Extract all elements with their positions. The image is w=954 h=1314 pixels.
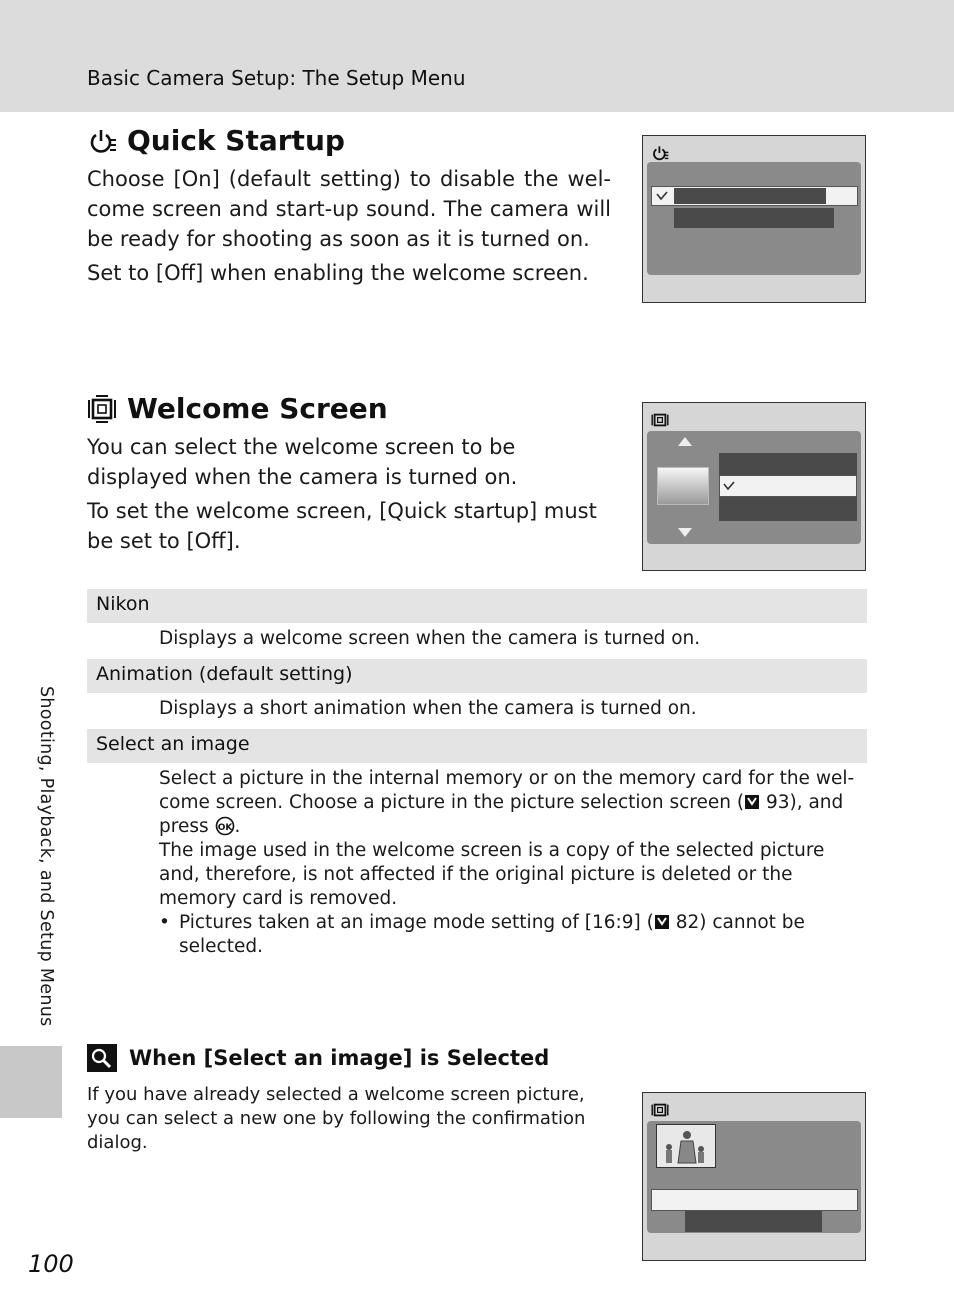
welcome-screen-para1: You can select the welcome screen to be displayed when the camera is turned on. [87, 435, 518, 489]
option-desc-text: The image used in the welcome screen is a copy of the selected picture and, therefore, is not affected if the original picture is deleted or the memory card is removed. [159, 840, 825, 909]
quick-startup-icon [87, 126, 117, 156]
svg-text:OK: OK [217, 823, 232, 833]
bullet-text: 82) cannot be selected. [179, 912, 805, 957]
quick-startup-para2: Set to [Off] when enabling the welcome screen. [87, 261, 589, 285]
welcome-screen-icon [87, 394, 117, 424]
selected-picture-thumbnail [656, 1124, 716, 1168]
option-row-select-image [87, 729, 867, 763]
checkmark-icon [656, 191, 668, 201]
menu-row [674, 208, 834, 228]
option-desc: Displays a short animation when the camera is turned on. [159, 698, 697, 719]
header-band [0, 0, 954, 112]
note-title: When [Select an image] is Selected [129, 1046, 550, 1070]
confirmation-screen [642, 1092, 866, 1261]
arrow-up-icon [678, 437, 692, 446]
screen-menu-panel [647, 162, 861, 275]
option-name: Animation (default setting) [96, 663, 353, 685]
bullet-text: Pictures taken at an image mode setting of [16:9] ( [179, 912, 654, 933]
option-row-animation [87, 659, 867, 693]
note-magnifier-icon [87, 1044, 117, 1072]
option-desc: Displays a welcome screen when the camera is turned on. [159, 628, 701, 649]
welcome-screen-icon-small [651, 411, 669, 429]
welcome-screen-heading [87, 392, 388, 425]
side-tab [0, 1046, 62, 1118]
screen-menu-panel [647, 431, 861, 544]
option-desc-select-image [159, 767, 859, 959]
quick-startup-screen [642, 135, 866, 303]
checkmark-icon [723, 481, 735, 491]
people-photo-icon [657, 1125, 715, 1167]
quick-startup-icon-small [651, 144, 669, 162]
ok-button-icon [215, 816, 235, 836]
page-number: 100 [28, 1250, 74, 1278]
page-reference-icon [744, 794, 760, 810]
option-row-nikon [87, 589, 867, 623]
welcome-thumbnail [657, 467, 709, 505]
page-reference-icon [654, 914, 670, 930]
welcome-screen-para2: To set the welcome screen, [Quick startup] must be set to [Off]. [87, 499, 597, 553]
welcome-screen-title: Welcome Screen [127, 392, 388, 425]
quick-startup-title: Quick Startup [127, 124, 345, 157]
option-name: Nikon [96, 593, 150, 615]
menu-selected-row [651, 186, 858, 206]
quick-startup-heading [87, 124, 345, 157]
option-desc-text: . [234, 816, 241, 837]
bullet-item: • Pictures taken at an image mode setting of [16:9] ( 82) cannot be selected. [159, 912, 805, 957]
welcome-screen-body [87, 432, 611, 560]
header-title: Basic Camera Setup: The Setup Menu [87, 66, 466, 90]
screen-dialog-panel [647, 1121, 861, 1233]
welcome-screen-screen [642, 402, 866, 571]
option-desc-text: 93), and press [159, 792, 844, 837]
welcome-screen-icon-small [651, 1101, 669, 1119]
option-desc-text: Select a picture in the internal memory or on the memory card for the wel-come screen. Choose a picture in the picture selection screen ( [159, 768, 855, 813]
note-text: If you have already selected a welcome screen picture, you can select a new one by following the confirmation dialog. [87, 1084, 586, 1153]
note-heading [87, 1044, 549, 1072]
arrow-down-icon [678, 528, 692, 537]
quick-startup-para1: Choose [On] (default setting) to disable the wel-come screen and start-up sound. The camera will be ready for shooting as soon as it is turned on. [87, 167, 611, 251]
side-section-label: Shooting, Playback, and Setup Menus [36, 686, 56, 1027]
option-name: Select an image [96, 733, 250, 755]
quick-startup-body [87, 164, 611, 292]
dialog-selected-row [651, 1189, 858, 1211]
dialog-row [685, 1211, 822, 1232]
menu-selected-row [719, 475, 857, 497]
